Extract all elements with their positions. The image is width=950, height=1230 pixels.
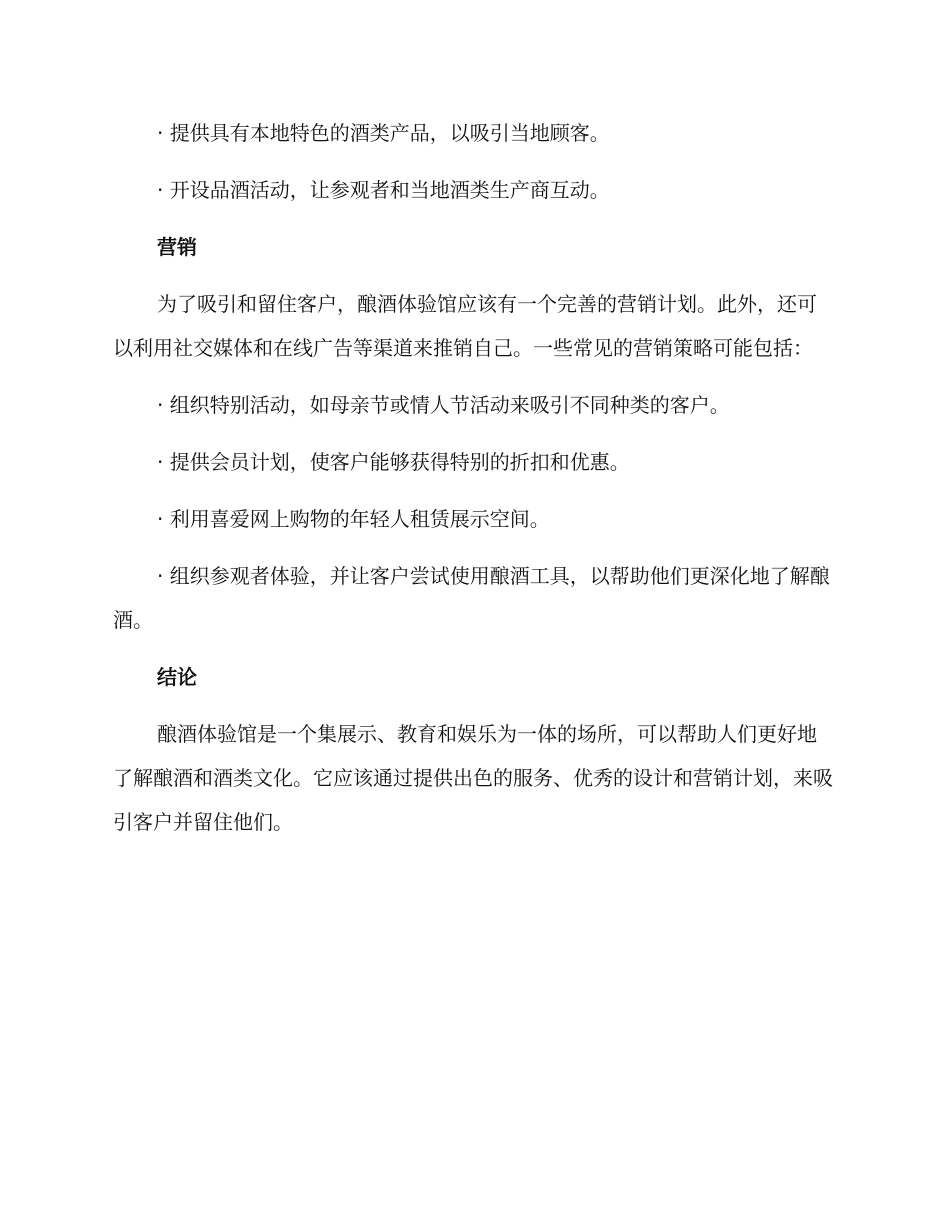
bullet-item: · 开设品酒活动，让参观者和当地酒类生产商互动。 <box>157 178 610 202</box>
bullet-item: · 利用喜爱网上购物的年轻人租赁展示空间。 <box>157 507 550 531</box>
conclusion-paragraph: 酿酒体验馆是一个集展示、教育和娱乐为一体的场所，可以帮助人们更好地了解酿酒和酒类文化。它应该通过提供出色的服务、优秀的设计和营销计划，来吸引客户并留住他们。 <box>113 722 833 834</box>
bullet-item: · 提供会员计划，使客户能够获得特别的折扣和优惠。 <box>157 450 630 474</box>
bullet-item: · 组织特别活动，如母亲节或情人节活动来吸引不同种类的客户。 <box>157 393 730 417</box>
document-body <box>113 111 833 857</box>
section-heading-conclusion: 结论 <box>157 665 197 689</box>
marketing-paragraph: 为了吸引和留住客户，酿酒体验馆应该有一个完善的营销计划。此外，还可以利用社交媒体和在线广告等渠道来推销自己。一些常见的营销策略可能包括： <box>113 292 817 360</box>
section-heading-marketing: 营销 <box>157 235 197 259</box>
bullet-item: · 组织参观者体验，并让客户尝试使用酿酒工具，以帮助他们更深化地了解酿酒。 <box>113 564 830 632</box>
bullet-item: · 提供具有本地特色的酒类产品，以吸引当地顾客。 <box>157 121 610 145</box>
